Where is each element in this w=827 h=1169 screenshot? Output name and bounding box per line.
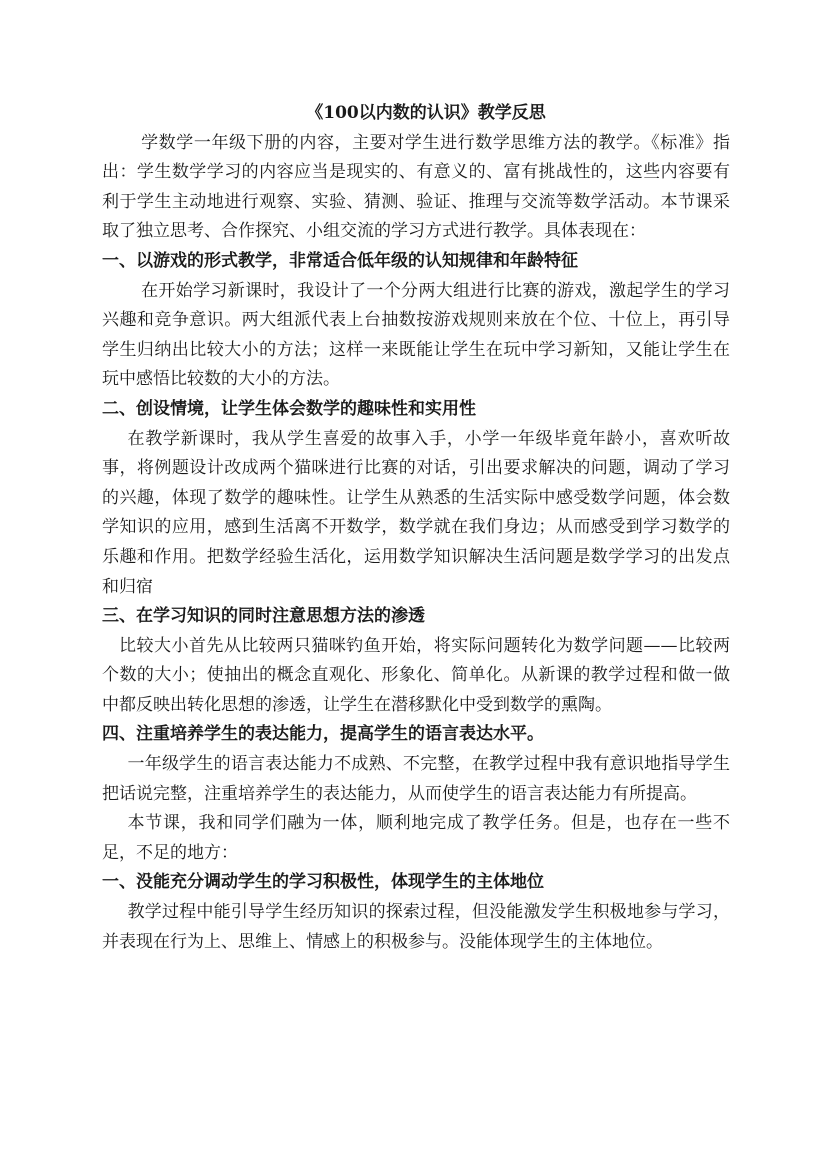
- section-heading-1: 一、以游戏的形式教学，非常适合低年级的认知规律和年龄特征: [102, 250, 578, 271]
- reflection-paragraph: 本节课，我和同学们融为一体，顺利地完成了教学任务。但是，也存在一些不足，不足的地方：: [102, 813, 730, 863]
- section-body-4: 一年级学生的语言表达能力不成熟、不完整，在教学过程中我有意识地指导学生把话说完整，注重培养学生的表达能力，从而使学生的语言表达能力有所提高。: [102, 754, 730, 804]
- document-title: 《100以内数的认识》教学反思: [306, 103, 546, 123]
- shortcoming-heading-1: 一、没能充分调动学生的学习积极性，体现学生的主体地位: [102, 872, 544, 893]
- shortcoming-body-1: 教学过程中能引导学生经历知识的探索过程，但没能激发学生积极地参与学习，并表现在行为上、思维上、情感上的积极参与。没能体现学生的主体地位。: [102, 902, 730, 952]
- section-body-2: 在教学新课时，我从学生喜爱的故事入手，小学一年级毕竟年龄小，喜欢听故事，将例题设计改成两个猫咪进行比赛的对话，引出要求解决的问题，调动了学习的兴趣，体现了数学的趣味性。让学生从熟悉的生活实际中感受数学问题，体会数学知识的应用，感到生活离不开数学，数学就在我们身边；从而感受到学习数学的乐趣和作用。把数学经验生活化，运用数学知识解决生活问题是数学学习的出发点和归宿: [102, 428, 730, 597]
- intro-paragraph: 学数学一年级下册的内容，主要对学生进行数学思维方法的教学。《标准》指出：学生数学学习的内容应当是现实的、有意义的、富有挑战性的，这些内容要有利于学生主动地进行观察、实验、猜测、验证、推理与交流等数学活动。本节课采取了独立思考、合作探究、小组交流的学习方式进行教学。具体表现在：: [102, 132, 730, 242]
- section-body-1: 在开始学习新课时，我设计了一个分两大组进行比赛的游戏，激起学生的学习兴趣和竞争意识。两大组派代表上台抽数按游戏规则来放在个位、十位上，再引导学生归纳出比较大小的方法；这样一来既能让学生在玩中学习新知，又能让学生在玩中感悟比较数的大小的方法。: [102, 280, 730, 390]
- section-heading-3: 三、在学习知识的同时注意思想方法的渗透: [102, 606, 425, 627]
- section-heading-4: 四、注重培养学生的表达能力，提高学生的语言表达水平。: [102, 724, 544, 745]
- section-heading-2: 二、创设情境，让学生体会数学的趣味性和实用性: [102, 398, 476, 419]
- document-page: [102, 99, 730, 957]
- section-body-3: 比较大小首先从比较两只猫咪钓鱼开始，将实际问题转化为数学问题——比较两个数的大小；使抽出的概念直观化、形象化、简单化。从新课的教学过程和做一做中都反映出转化思想的渗透，让学生在潜移默化中受到数学的熏陶。: [102, 635, 730, 715]
